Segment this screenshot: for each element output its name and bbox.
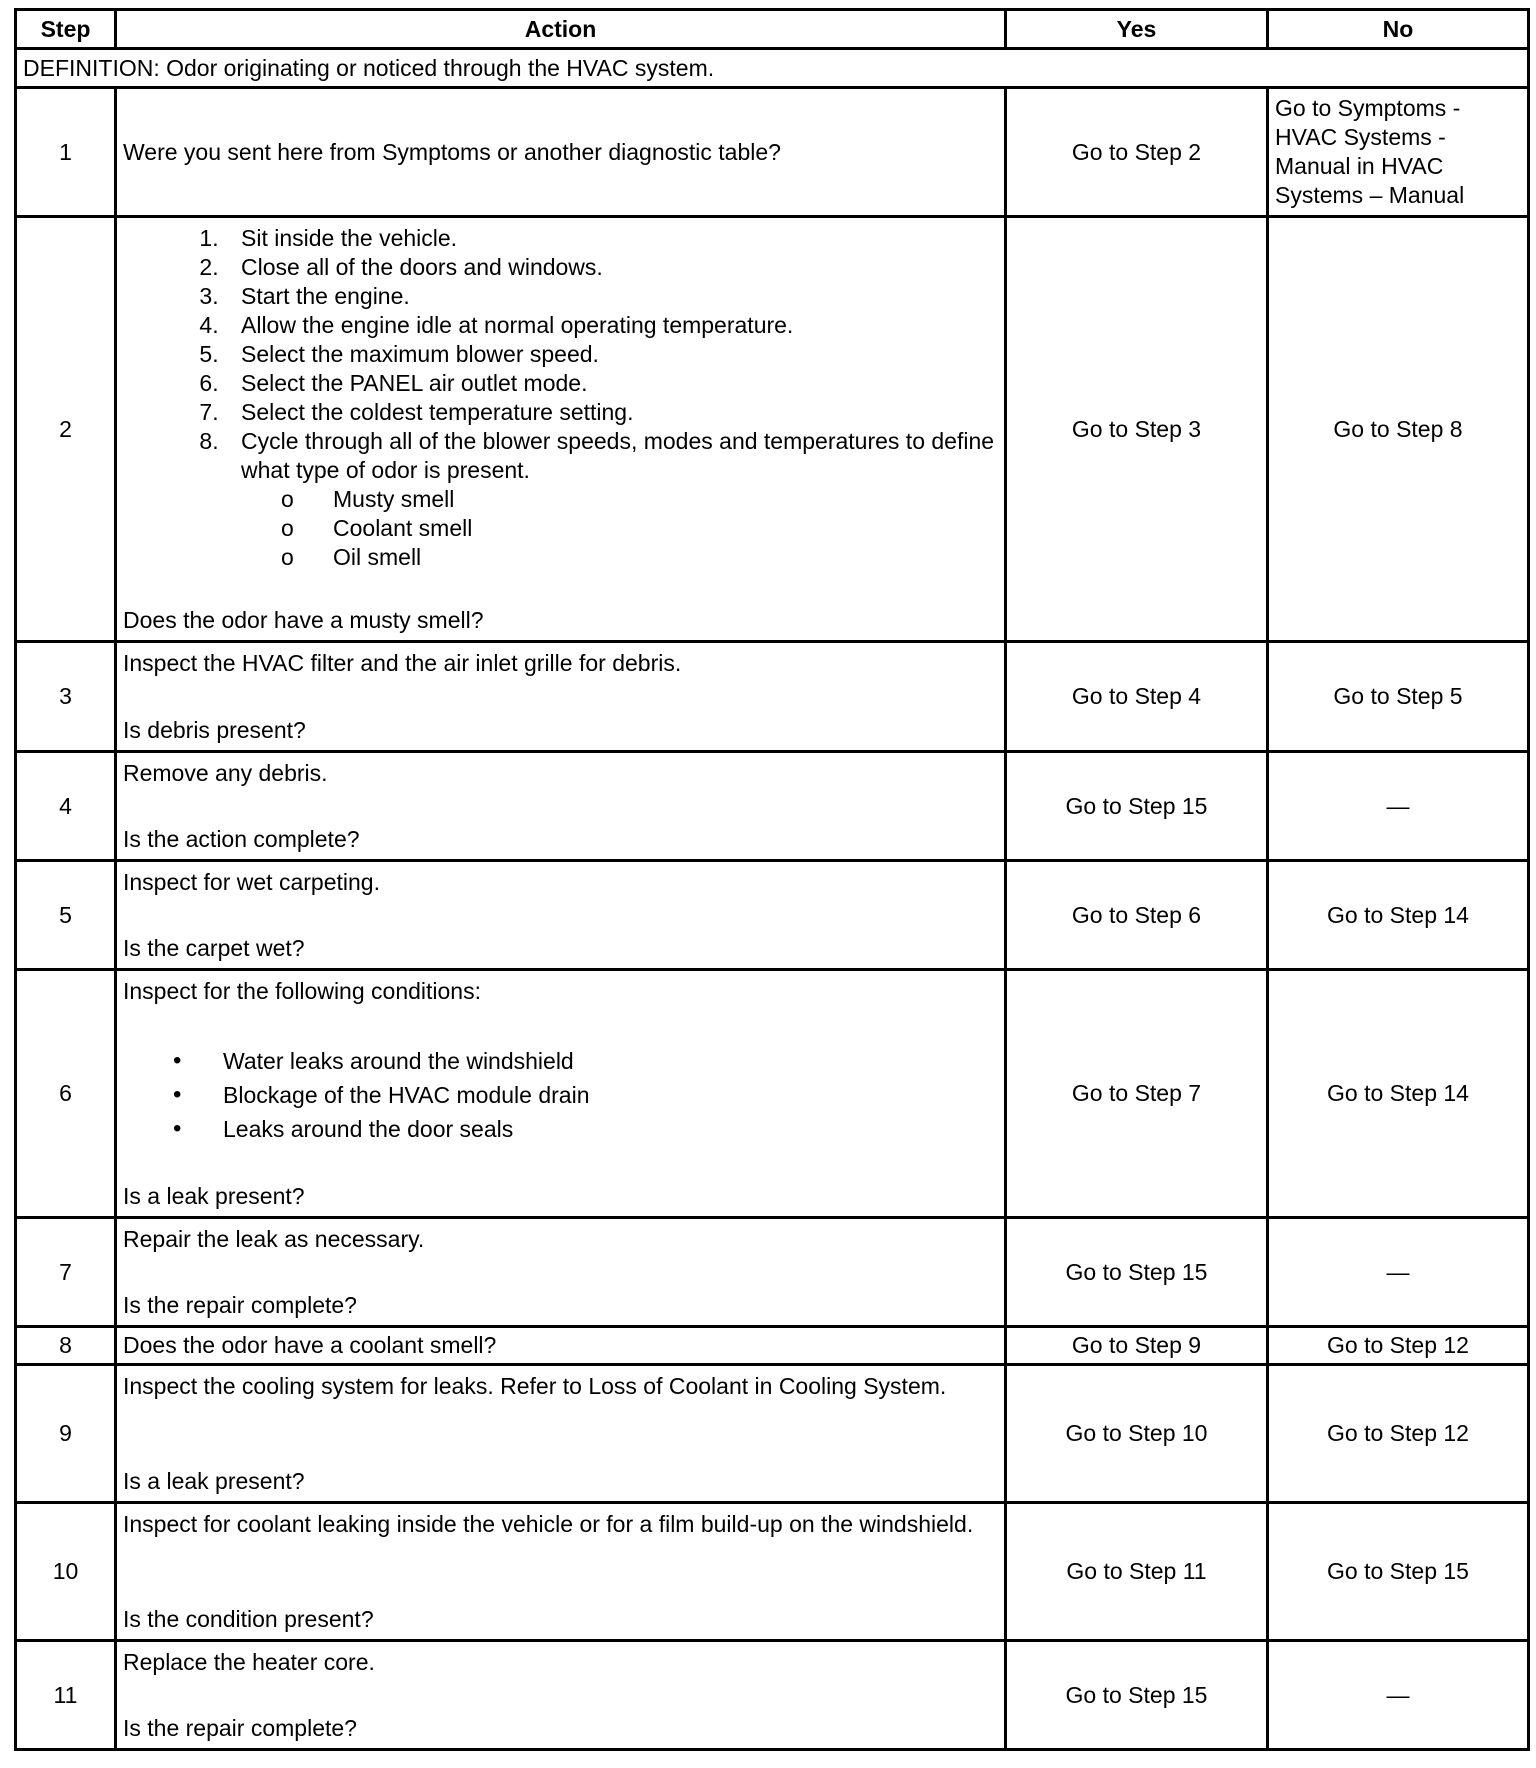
no-cell: Go to Step 12 — [1268, 1365, 1529, 1503]
action-cell — [116, 1641, 1006, 1750]
action-cell — [116, 1327, 1006, 1365]
no-cell: Go to Symptoms - HVAC Systems - Manual in HVAC Systems – Manual — [1268, 88, 1529, 217]
yes-cell: Go to Step 10 — [1006, 1365, 1268, 1503]
no-cell: Go to Step 15 — [1268, 1503, 1529, 1641]
step-number: 6 — [16, 970, 116, 1218]
yes-cell: Go to Step 2 — [1006, 88, 1268, 217]
step-number: 3 — [16, 642, 116, 752]
table-row — [16, 970, 1529, 1218]
list-item: 7. Select the coldest temperature setting. — [225, 398, 998, 427]
numbered-list — [123, 224, 998, 572]
question-text: Is the action complete? — [123, 825, 360, 852]
action-text: Replace the heater core. — [123, 1648, 375, 1675]
no-cell: Go to Step 12 — [1268, 1327, 1529, 1365]
yes-cell: Go to Step 3 — [1006, 217, 1268, 642]
definition-row — [16, 49, 1529, 88]
no-cell: Go to Step 14 — [1268, 861, 1529, 970]
bullet-list — [123, 1044, 998, 1146]
action-text: Inspect the cooling system for leaks. Refer to Loss of Coolant in Cooling System. — [123, 1372, 947, 1399]
definition-text: DEFINITION: Odor originating or noticed through the HVAC system. — [16, 49, 1529, 88]
yes-cell: Go to Step 11 — [1006, 1503, 1268, 1641]
yes-cell: Go to Step 15 — [1006, 1218, 1268, 1327]
header-no: No — [1268, 10, 1529, 49]
bullet-item: • Leaks around the door seals — [223, 1112, 998, 1146]
step-number: 9 — [16, 1365, 116, 1503]
table-row — [16, 1365, 1529, 1503]
list-item: 5. Select the maximum blower speed. — [225, 340, 998, 369]
action-text: Were you sent here from Symptoms or another diagnostic table? — [123, 138, 781, 165]
action-cell — [116, 642, 1006, 752]
action-cell — [116, 1503, 1006, 1641]
bullet-item: • Water leaks around the windshield — [223, 1044, 998, 1078]
action-cell — [116, 88, 1006, 217]
table-row — [16, 861, 1529, 970]
question-text: Is the condition present? — [123, 1605, 374, 1632]
list-item — [225, 427, 998, 572]
step-number: 5 — [16, 861, 116, 970]
table-row — [16, 217, 1529, 642]
action-cell — [116, 1218, 1006, 1327]
list-item-text: Cycle through all of the blower speeds, modes and temperatures to define what type of odor is present. — [241, 427, 995, 483]
action-text: Remove any debris. — [123, 759, 328, 786]
no-cell: Go to Step 14 — [1268, 970, 1529, 1218]
yes-cell: Go to Step 6 — [1006, 861, 1268, 970]
table-row — [16, 1503, 1529, 1641]
sub-list-item: o Oil smell — [333, 543, 998, 572]
action-text: Inspect the HVAC filter and the air inlet grille for debris. — [123, 649, 682, 676]
question-text: Is the repair complete? — [123, 1291, 357, 1318]
header-yes: Yes — [1006, 10, 1268, 49]
yes-cell: Go to Step 15 — [1006, 752, 1268, 861]
action-text: Inspect for wet carpeting. — [123, 868, 380, 895]
sub-list-item: o Coolant smell — [333, 514, 998, 543]
no-cell: Go to Step 8 — [1268, 217, 1529, 642]
yes-cell: Go to Step 7 — [1006, 970, 1268, 1218]
question-text: Does the odor have a musty smell? — [123, 606, 484, 633]
step-number: 1 — [16, 88, 116, 217]
table-row — [16, 1327, 1529, 1365]
step-number: 11 — [16, 1641, 116, 1750]
question-text: Is a leak present? — [123, 1467, 305, 1494]
step-number: 2 — [16, 217, 116, 642]
step-number: 7 — [16, 1218, 116, 1327]
action-text: Does the odor have a coolant smell? — [123, 1332, 497, 1358]
question-text: Is debris present? — [123, 716, 306, 743]
action-cell — [116, 217, 1006, 642]
no-cell: — — [1268, 1641, 1529, 1750]
table-row — [16, 642, 1529, 752]
yes-cell: Go to Step 15 — [1006, 1641, 1268, 1750]
header-step: Step — [16, 10, 116, 49]
no-cell: Go to Step 5 — [1268, 642, 1529, 752]
header-row — [16, 10, 1529, 49]
action-cell — [116, 861, 1006, 970]
diagnostic-table — [14, 8, 1530, 1751]
bullet-item: • Blockage of the HVAC module drain — [223, 1078, 998, 1112]
list-item: 2. Close all of the doors and windows. — [225, 253, 998, 282]
step-number: 10 — [16, 1503, 116, 1641]
table-row — [16, 1641, 1529, 1750]
list-item: 6. Select the PANEL air outlet mode. — [225, 369, 998, 398]
step-number: 4 — [16, 752, 116, 861]
no-cell: — — [1268, 752, 1529, 861]
yes-cell: Go to Step 4 — [1006, 642, 1268, 752]
header-action: Action — [116, 10, 1006, 49]
list-item: 4. Allow the engine idle at normal operating temperature. — [225, 311, 998, 340]
question-text: Is the carpet wet? — [123, 934, 305, 961]
table-row — [16, 1218, 1529, 1327]
action-text: Repair the leak as necessary. — [123, 1225, 425, 1252]
question-text: Is the repair complete? — [123, 1714, 357, 1741]
action-text: Inspect for coolant leaking inside the vehicle or for a film build-up on the windshield. — [123, 1510, 974, 1537]
sub-list — [241, 485, 998, 572]
table-row — [16, 88, 1529, 217]
yes-cell: Go to Step 9 — [1006, 1327, 1268, 1365]
list-item: 3. Start the engine. — [225, 282, 998, 311]
action-cell — [116, 1365, 1006, 1503]
diagnostic-table-container — [14, 8, 1530, 1751]
no-cell: — — [1268, 1218, 1529, 1327]
table-row — [16, 752, 1529, 861]
action-text: Inspect for the following conditions: — [123, 977, 481, 1004]
sub-list-item: o Musty smell — [333, 485, 998, 514]
action-cell — [116, 970, 1006, 1218]
action-cell — [116, 752, 1006, 861]
list-item: 1. Sit inside the vehicle. — [225, 224, 998, 253]
step-number: 8 — [16, 1327, 116, 1365]
question-text: Is a leak present? — [123, 1182, 305, 1209]
